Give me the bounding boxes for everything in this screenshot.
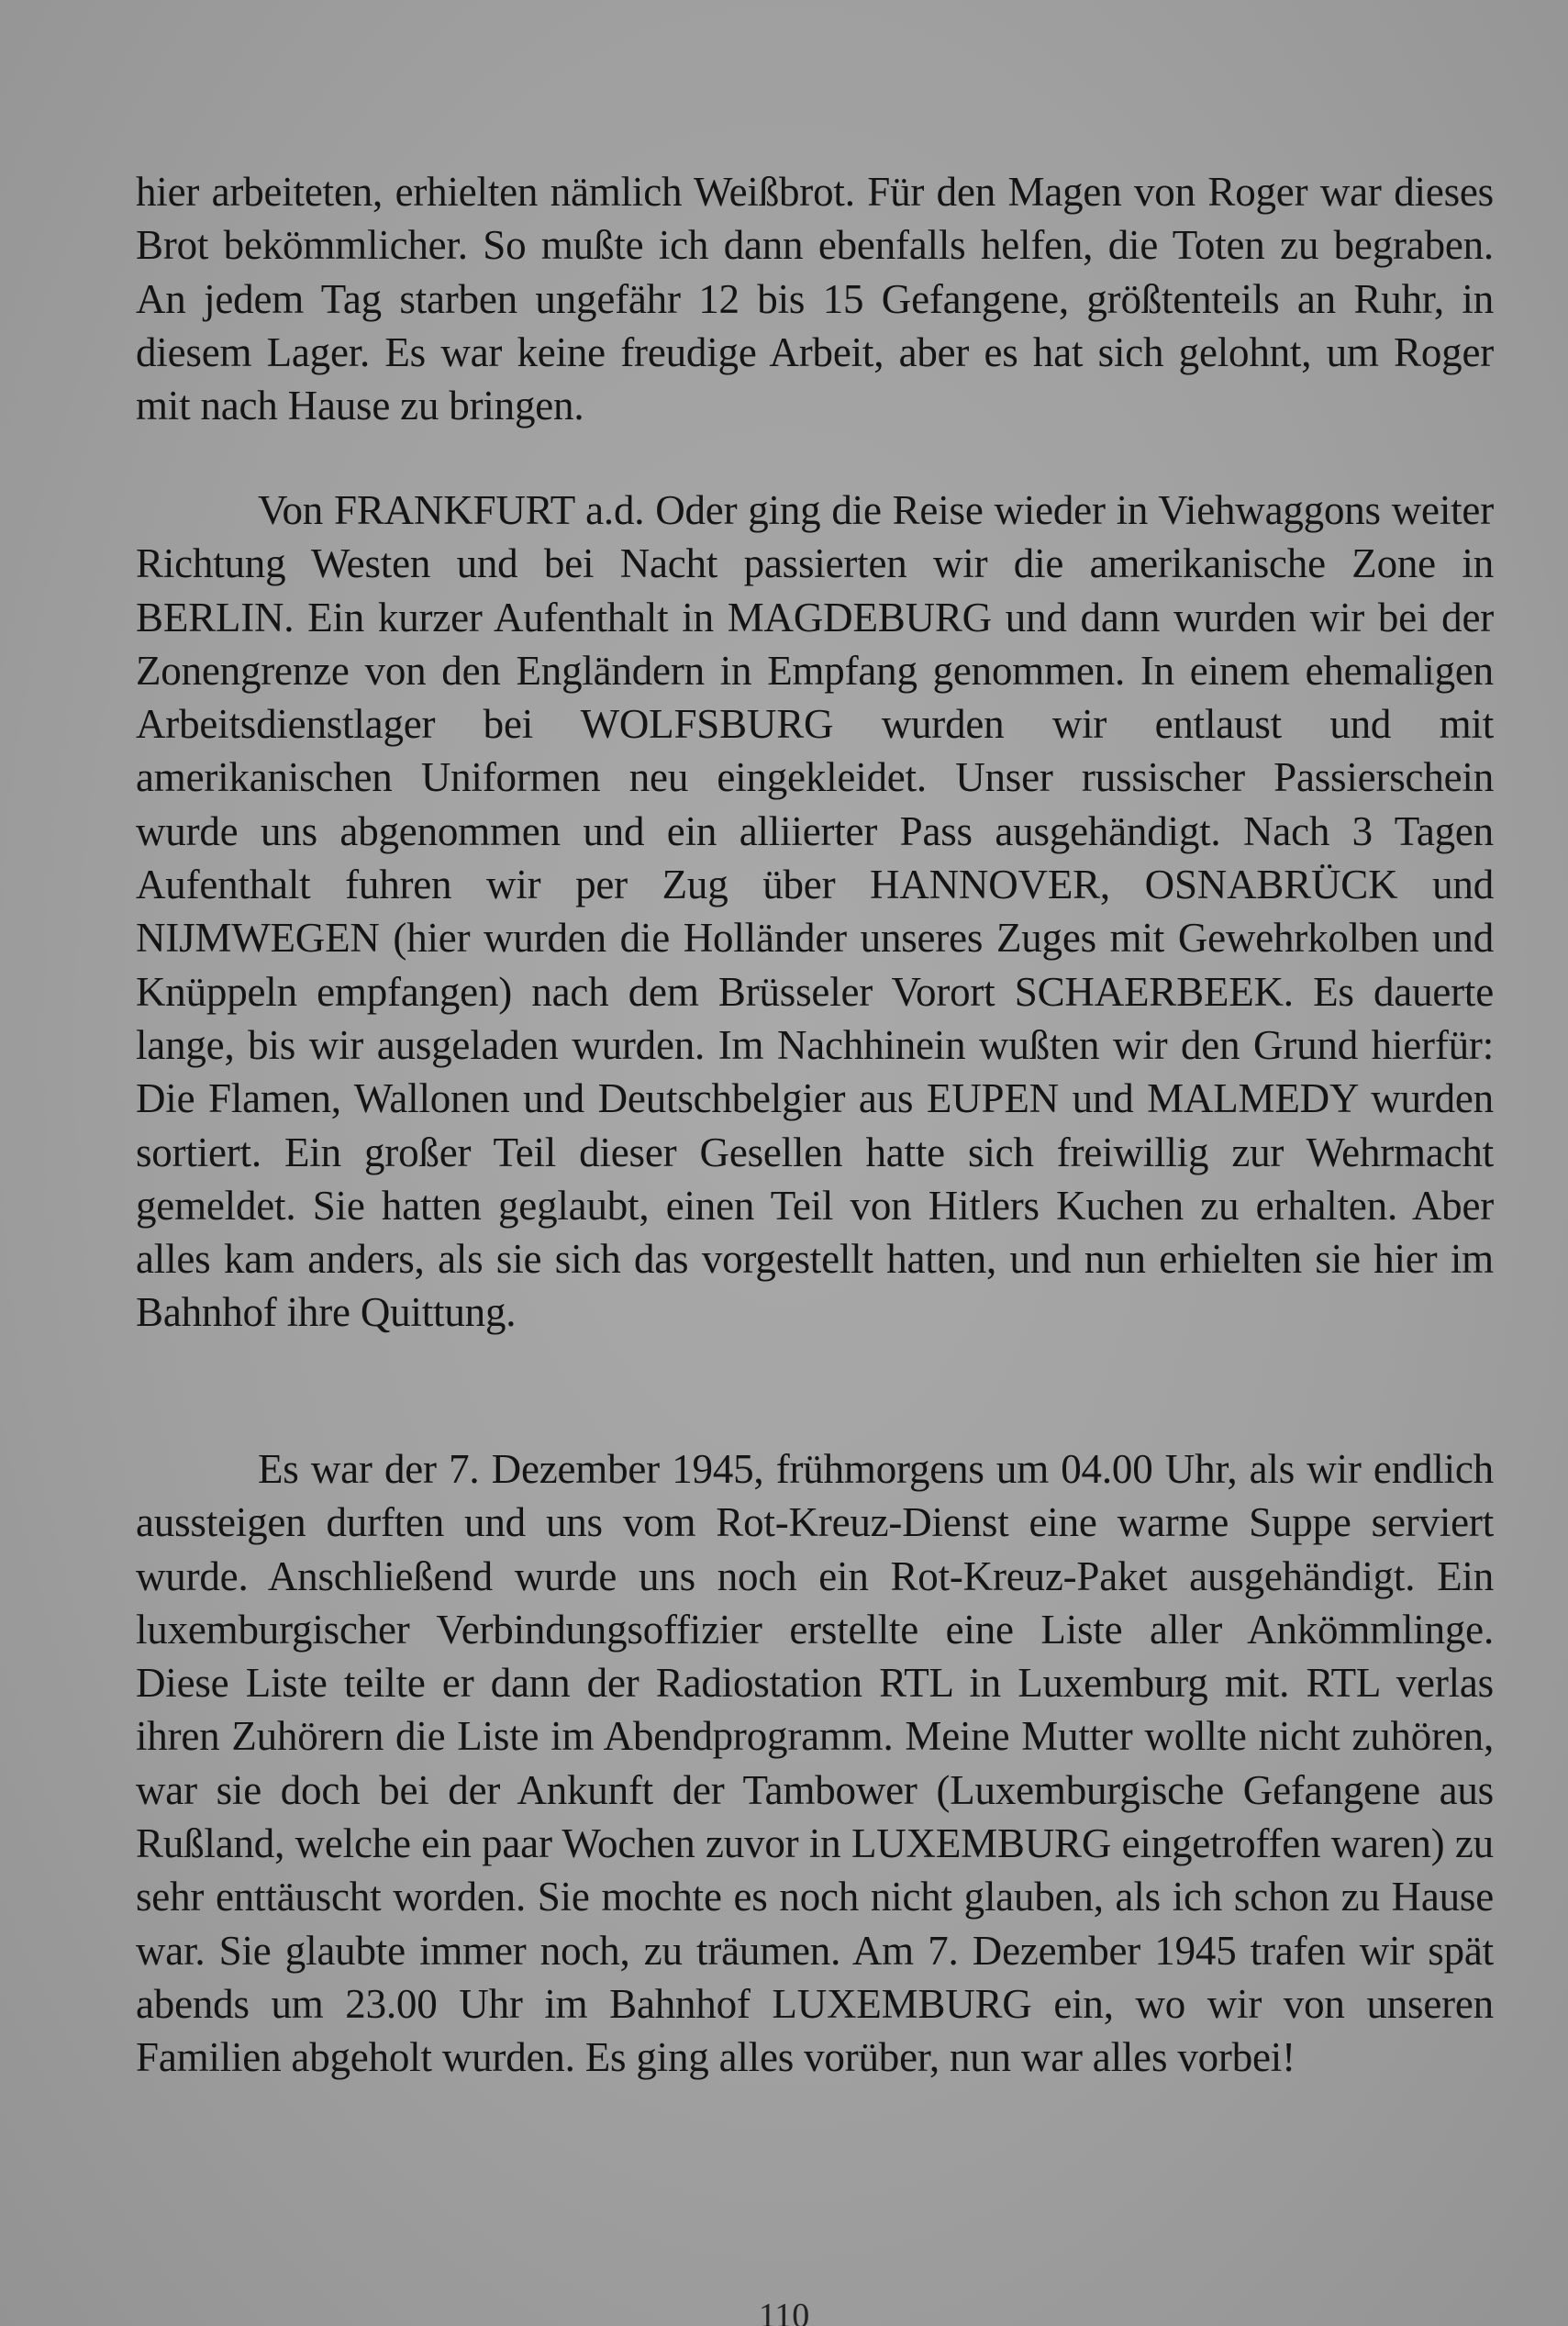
paragraph-2 xyxy=(136,484,1494,1340)
paragraph-text: hier arbeiteten, erhielten nämlich Weißbrot. Für den Magen von Roger war dieses Brot bekömmlicher. So mußte ich dann ebenfalls helfen, die Toten zu begraben. An jedem Tag starben ungefähr 12 bis 15 Gefangene, größtenteils an Ruhr, in diesem Lager. Es war keine freudige Arbeit, aber es hat sich gelohnt, um Roger mit nach Hause zu bringen. xyxy=(136,169,1494,429)
paragraph-1 xyxy=(136,165,1494,432)
paragraph-text: Von FRANKFURT a.d. Oder ging die Reise wieder in Viehwaggons weiter Richtung Westen und bei Nacht passierten wir die amerikanische Zone in BERLIN. Ein kurzer Aufenthalt in MAGDEBURG und dann wurden wir bei der Zonengrenze von den Engländern in Empfang genommen. In einem ehemaligen Arbeitsdienstlager bei WOLFSBURG wurden wir entlaust und mit amerikanischen Uniformen neu eingekleidet. Unser russischer Passierschein wurde uns abgenommen und ein alliierter Pass ausgehändigt. Nach 3 Tagen Aufenthalt fuhren wir per Zug über HANNOVER, OSNABRÜCK und NIJMWEGEN (hier wurden die Holländer unseres Zuges mit Gewehrkolben und Knüppeln empfangen) nach dem Brüsseler Vorort SCHAERBEEK. Es dauerte lange, bis wir ausgeladen wurden. Im Nachhinein wußten wir den Grund hierfür: Die Flamen, Wallonen und Deutschbelgier aus EUPEN und MALMEDY wurden sortiert. Ein großer Teil dieser Gesellen hatte sich freiwillig zur Wehrmacht gemeldet. Sie hatten geglaubt, einen Teil von Hitlers Kuchen zu erhalten. Aber alles kam anders, als sie sich das vorgestellt hatten, und nun erhielten sie hier im Bahnhof ihre Quittung. xyxy=(136,487,1494,1336)
paragraph-text: Es war der 7. Dezember 1945, frühmorgens um 04.00 Uhr, als wir endlich aussteigen durften und uns vom Rot-Kreuz-Dienst eine warme Suppe serviert wurde. Anschließend wurde uns noch ein Rot-Kreuz-Paket ausgehändigt. Ein luxemburgischer Verbindungsoffizier erstellte eine Liste aller Ankömmlinge. Diese Liste teilte er dann der Radiostation RTL in Luxemburg mit. RTL verlas ihren Zuhörern die Liste im Abendprogramm. Meine Mutter wollte nicht zuhören, war sie doch bei der Ankunft der Tambower (Luxemburgische Gefangene aus Rußland, welche ein paar Wochen zuvor in LUXEMBURG eingetroffen waren) zu sehr enttäuscht worden. Sie mochte es noch nicht glauben, als ich schon zu Hause war. Sie glaubte immer noch, zu träumen. Am 7. Dezember 1945 trafen wir spät abends um 23.00 Uhr im Bahnhof LUXEMBURG ein, wo wir von unseren Familien abgeholt wurden. Es ging alles vorüber, nun war alles vorbei! xyxy=(136,1446,1494,2081)
page-number: 110 xyxy=(758,2297,810,2326)
paragraph-3 xyxy=(136,1442,1494,2085)
